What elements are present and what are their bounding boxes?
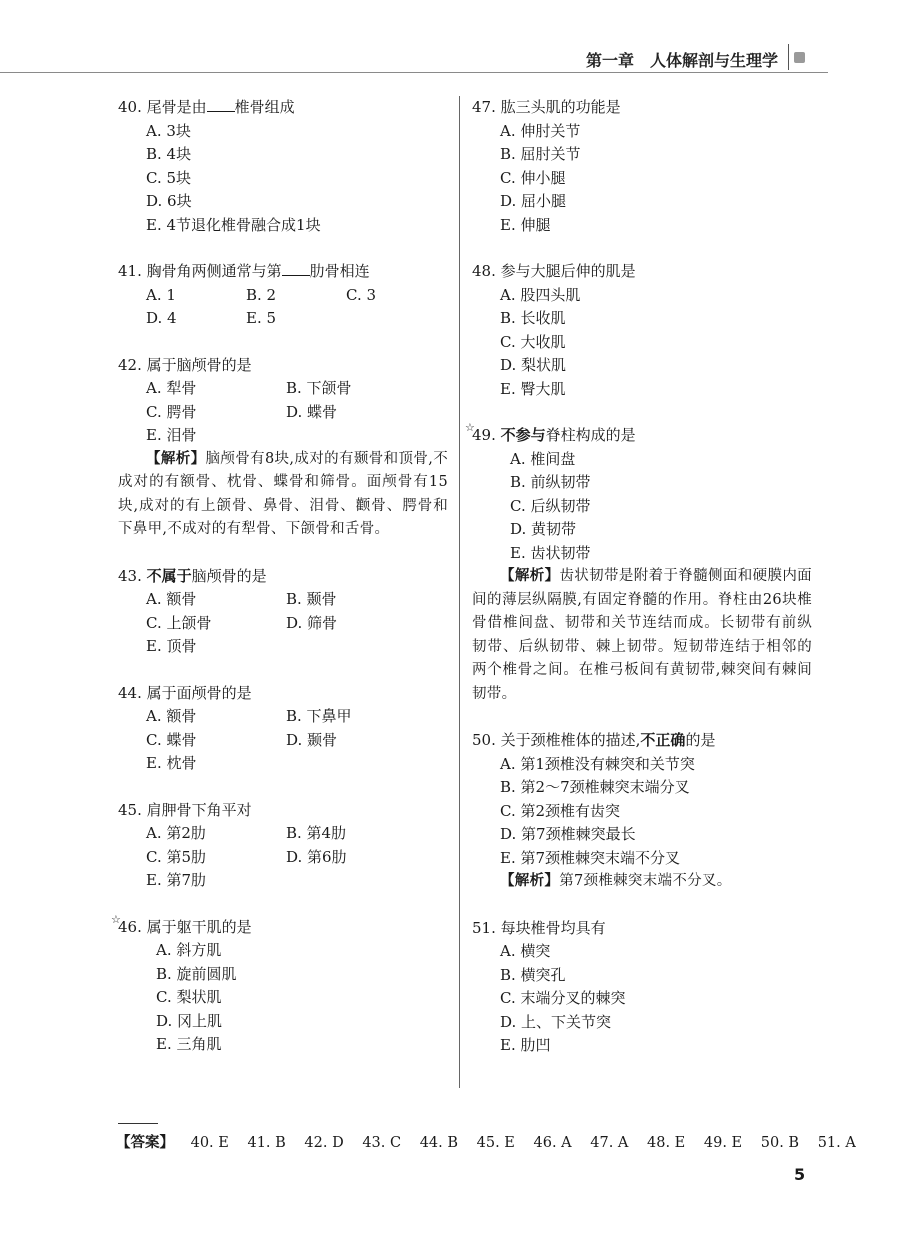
question-45 xyxy=(118,799,448,893)
question-stem xyxy=(111,912,448,940)
page-number: 5 xyxy=(794,1165,806,1184)
option-e: E. 枕骨 xyxy=(146,754,197,772)
option-d: D. 梨状肌 xyxy=(500,356,567,374)
answer-item: 51. A xyxy=(817,1135,856,1151)
stem-text: 脑颅骨的是 xyxy=(191,566,267,585)
option-a: A. 股四头肌 xyxy=(500,285,581,304)
option-e: E. 4节退化椎骨融合成1块 xyxy=(146,215,321,234)
star-icon: ☆ xyxy=(111,912,121,926)
answer-item: 46. A xyxy=(533,1135,572,1151)
explanation xyxy=(472,565,812,706)
question-stem xyxy=(472,729,812,753)
option-e: E. 臀大肌 xyxy=(500,379,566,398)
stem-text: 尾骨是由 xyxy=(146,98,207,116)
answer-item: 49. E xyxy=(703,1135,743,1151)
question-stem xyxy=(118,260,448,284)
stem-text: 的是 xyxy=(685,731,716,749)
stem-text: 关于颈椎椎体的描述, xyxy=(500,731,641,749)
options-list xyxy=(118,705,448,776)
stem-text: 每块椎骨均具有 xyxy=(500,918,606,937)
stem-text: 脊柱构成的是 xyxy=(545,426,636,444)
options-list xyxy=(118,284,448,331)
stem-text: 属于面颅骨的是 xyxy=(146,683,252,702)
option-a: A. 额骨 xyxy=(146,590,197,608)
option-b: B. 下颌骨 xyxy=(286,379,352,397)
question-number: 48. xyxy=(472,262,496,280)
option-e: E. 齿状韧带 xyxy=(510,543,591,562)
answer-item: 42. D xyxy=(304,1135,344,1151)
option-a: A. 额骨 xyxy=(146,707,197,725)
right-column xyxy=(465,96,812,1081)
explanation xyxy=(118,448,448,542)
left-column xyxy=(111,96,449,1080)
option-c: C. 第5肋 xyxy=(146,847,207,866)
question-number: 50. xyxy=(472,731,496,749)
option-b: B. 屈肘关节 xyxy=(500,145,581,163)
option-d: D. 第7颈椎棘突最长 xyxy=(500,825,636,843)
explanation-text: 脑颅骨有8块,成对的有颞骨和顶骨,不成对的有额骨、枕骨、蝶骨和筛骨。面颅骨有15块,成对的有上颌骨、鼻骨、泪骨、颧骨、腭骨和下鼻甲,不成对的有犁骨、下颌骨和舌骨。 xyxy=(118,450,449,537)
column-divider xyxy=(459,96,460,1088)
negation-emphasis: 不属于 xyxy=(146,566,192,585)
options-list xyxy=(472,448,812,566)
option-d: D. 黄韧带 xyxy=(510,520,577,538)
option-c: C. 后纵韧带 xyxy=(510,496,591,515)
options-list xyxy=(118,939,448,1057)
question-number: 47. xyxy=(472,98,496,116)
question-number: 49. xyxy=(472,426,496,444)
header-rule xyxy=(0,72,828,73)
chapter-title: 第一章 人体解剖与生理学 xyxy=(585,51,778,70)
question-number: 41. xyxy=(118,262,142,280)
question-stem xyxy=(472,917,812,941)
question-stem xyxy=(118,565,448,589)
options-list xyxy=(472,284,812,402)
question-46 xyxy=(111,912,448,1057)
option-b: B. 第4肋 xyxy=(286,824,347,842)
explanation-tag: 【解析】 xyxy=(500,568,560,584)
question-number: 44. xyxy=(118,683,142,702)
option-c: C. 3 xyxy=(346,285,377,304)
stem-text: 肋骨相连 xyxy=(309,262,370,280)
option-c: C. 伸小腿 xyxy=(500,168,566,187)
question-stem xyxy=(118,799,448,823)
answer-item: 48. E xyxy=(647,1135,686,1151)
question-42 xyxy=(118,354,448,542)
option-e: E. 第7肋 xyxy=(146,871,207,889)
question-47 xyxy=(472,96,812,237)
options-list xyxy=(472,753,812,871)
options-list xyxy=(118,822,448,893)
option-d: D. 冈上肌 xyxy=(156,1011,223,1030)
options-list xyxy=(472,940,812,1058)
question-41 xyxy=(118,260,448,331)
option-a: A. 伸肘关节 xyxy=(500,121,581,140)
option-b: B. 4块 xyxy=(146,145,192,163)
negation-emphasis: 不参与 xyxy=(500,426,546,444)
options-list xyxy=(118,377,448,448)
stem-text: 参与大腿后伸的肌是 xyxy=(500,262,636,280)
question-number: 43. xyxy=(118,566,142,585)
option-b: B. 长收肌 xyxy=(500,309,566,327)
explanation xyxy=(472,870,812,894)
answer-key xyxy=(116,1131,870,1152)
stem-text: 椎骨组成 xyxy=(234,98,295,116)
option-c: C. 大收肌 xyxy=(500,332,566,351)
option-e: E. 伸腿 xyxy=(500,215,551,234)
option-d: D. 上、下关节突 xyxy=(500,1012,612,1031)
header-separator xyxy=(788,44,789,70)
question-stem xyxy=(472,96,812,120)
option-c: C. 梨状肌 xyxy=(156,988,222,1006)
option-b: B. 前纵韧带 xyxy=(510,473,591,491)
option-c: C. 腭骨 xyxy=(146,402,197,421)
fill-blank xyxy=(207,96,235,112)
option-a: A. 椎间盘 xyxy=(510,449,576,468)
options-list xyxy=(118,588,448,659)
option-c: C. 上颌骨 xyxy=(146,613,212,632)
question-number: 42. xyxy=(118,355,142,374)
option-b: B. 横突孔 xyxy=(500,965,566,984)
explanation-tag: 【解析】 xyxy=(146,450,206,467)
question-40 xyxy=(118,96,448,237)
option-c: C. 末端分叉的棘突 xyxy=(500,989,626,1007)
question-51 xyxy=(472,917,812,1058)
option-b: B. 颞骨 xyxy=(286,590,337,608)
answer-item: 43. C xyxy=(362,1135,402,1151)
option-a: A. 3块 xyxy=(146,121,191,140)
option-c: C. 第2颈椎有齿突 xyxy=(500,801,621,820)
question-50 xyxy=(472,729,812,894)
stem-text: 肩胛骨下角平对 xyxy=(146,800,252,819)
option-d: D. 第6肋 xyxy=(286,847,347,866)
stem-text: 属于脑颅骨的是 xyxy=(146,355,252,374)
negation-emphasis: 不正确 xyxy=(640,731,686,749)
explanation-text: 齿状韧带是附着于脊髓侧面和硬膜内面间的薄层纵隔膜,有固定脊髓的作用。脊柱由26块椎骨借椎间盘、韧带和关节连结而成。长韧带有前纵韧带、后纵韧带、棘上韧带。短韧带连结于相邻的两个椎骨之间。在椎弓板间有黄韧带,棘突间有棘间韧带。 xyxy=(472,568,812,702)
answer-item: 44. B xyxy=(419,1135,459,1151)
stem-text: 属于躯干肌的是 xyxy=(146,917,252,936)
answer-item: 40. E xyxy=(190,1135,229,1151)
question-number: 51. xyxy=(472,918,496,937)
question-49 xyxy=(465,421,812,706)
explanation-tag: 【解析】 xyxy=(500,873,560,889)
answer-item: 41. B xyxy=(247,1135,286,1151)
option-e: E. 肋凹 xyxy=(500,1036,551,1054)
option-d: D. 4 xyxy=(146,309,177,327)
stem-text: 胸骨角两侧通常与第 xyxy=(146,262,282,280)
question-stem xyxy=(465,421,812,448)
page-header xyxy=(0,0,900,74)
option-a: A. 横突 xyxy=(500,942,551,960)
option-d: D. 6块 xyxy=(146,192,192,210)
option-d: D. 筛骨 xyxy=(286,613,338,632)
star-icon: ☆ xyxy=(465,421,475,434)
question-stem xyxy=(118,682,448,706)
option-e: E. 泪骨 xyxy=(146,426,197,444)
answer-item: 50. B xyxy=(760,1135,800,1151)
footer-rule xyxy=(118,1123,158,1124)
option-b: B. 第2～7颈椎棘突末端分叉 xyxy=(500,778,690,796)
option-d: D. 屈小腿 xyxy=(500,192,567,210)
option-d: D. 颞骨 xyxy=(286,730,338,749)
option-a: A. 1 xyxy=(146,285,176,304)
question-48 xyxy=(472,260,812,401)
question-stem xyxy=(118,96,448,120)
option-c: C. 5块 xyxy=(146,168,192,187)
option-d: D. 蝶骨 xyxy=(286,402,338,421)
option-a: A. 斜方肌 xyxy=(156,941,222,959)
question-stem xyxy=(472,260,812,284)
option-e: E. 顶骨 xyxy=(146,637,197,655)
stem-text: 肱三头肌的功能是 xyxy=(500,98,621,116)
answer-key-tag: 【答案】 xyxy=(116,1135,174,1151)
option-e: E. 三角肌 xyxy=(156,1035,222,1053)
option-a: A. 第2肋 xyxy=(146,824,206,842)
answer-item: 45. E xyxy=(476,1135,515,1151)
option-b: B. 旋前圆肌 xyxy=(156,964,237,983)
option-b: B. 下鼻甲 xyxy=(286,707,352,725)
option-a: A. 犁骨 xyxy=(146,379,197,397)
question-number: 46. xyxy=(118,917,142,936)
answer-item: 47. A xyxy=(590,1135,629,1151)
explanation-text: 第7颈椎棘突末端不分叉。 xyxy=(559,873,732,889)
question-stem xyxy=(118,354,448,378)
question-number: 45. xyxy=(118,800,142,819)
question-number: 40. xyxy=(118,98,142,116)
options-list xyxy=(472,120,812,238)
option-b: B. 2 xyxy=(246,285,277,304)
question-43 xyxy=(118,565,448,659)
fill-blank xyxy=(282,260,310,276)
option-e: E. 5 xyxy=(246,309,277,327)
book-icon xyxy=(794,52,805,63)
options-list xyxy=(118,120,448,238)
option-a: A. 第1颈椎没有棘突和关节突 xyxy=(500,754,695,773)
option-c: C. 蝶骨 xyxy=(146,730,197,749)
option-e: E. 第7颈椎棘突末端不分叉 xyxy=(500,848,681,867)
question-44 xyxy=(118,682,448,776)
